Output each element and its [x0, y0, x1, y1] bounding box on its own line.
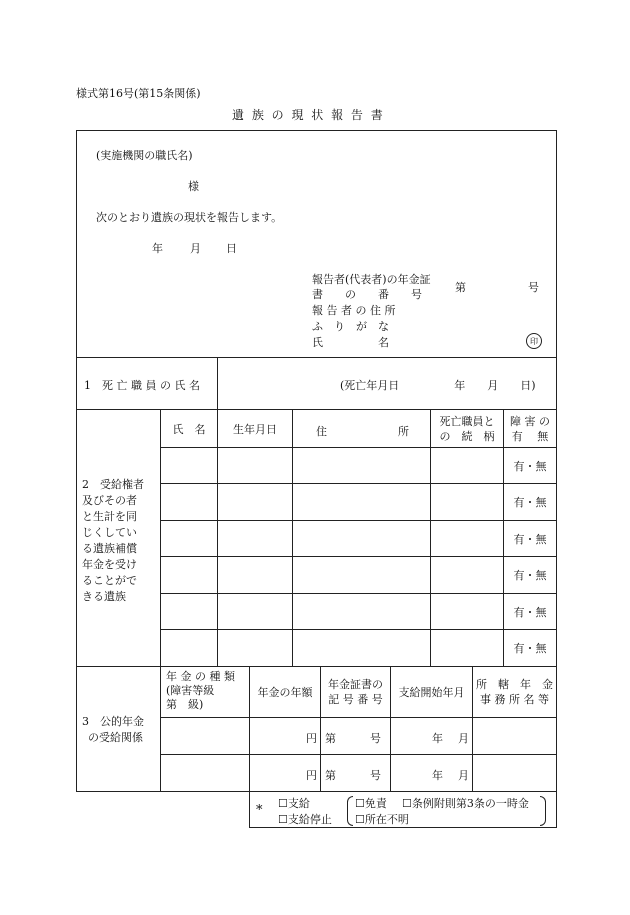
asterisk: * [256, 803, 263, 818]
cert-label-1: 報告者(代表者)の年金証 [312, 273, 431, 286]
col-name-header: 氏 名 [172, 422, 206, 436]
start-year-cell: 年 [432, 732, 443, 745]
col-cert-header: 年金証書の 記 号 番 号 [328, 678, 383, 706]
honorific: 様 [188, 180, 199, 193]
cert-dai: 第 [455, 281, 466, 294]
disability-cell: 有・無 [513, 642, 547, 655]
start-year-cell: 年 [432, 769, 443, 782]
check-stop[interactable]: ☐支給停止 [278, 813, 332, 826]
cert-dai-cell: 第 [325, 769, 336, 782]
check-supplementary[interactable]: ☐条例附則第3条の一時金 [402, 797, 529, 810]
statement: 次のとおり遺族の現状を報告します。 [96, 211, 283, 224]
seal-icon: 印 [526, 333, 542, 349]
death-date: (死亡年月日 年 月 日) [340, 379, 536, 392]
date-year: 年 [152, 242, 163, 255]
col-disability-header: 障 害 の 有 無 [510, 414, 550, 443]
cert-go: 号 [528, 281, 539, 294]
cert-go-cell: 号 [370, 732, 381, 745]
check-unknown[interactable]: ☐所在不明 [355, 813, 409, 826]
start-month-cell: 月 [458, 769, 469, 782]
start-month-cell: 月 [458, 732, 469, 745]
col-address-header-1: 住 [316, 425, 327, 438]
form-number: 様式第16号(第15条関係) [76, 87, 201, 100]
section3-label: 3 公的年金 の受給関係 [82, 715, 144, 744]
yen-unit: 円 [306, 769, 317, 782]
cert-dai-cell: 第 [325, 732, 336, 745]
disability-cell: 有・無 [513, 605, 547, 619]
cert-label-2: 書 の 番 号 [312, 288, 422, 301]
section2-label: 2 受給権者 及びその者 と生計を同 じくしてい る遺族補償 年金を受け ることがで きる遺族 [82, 478, 144, 603]
col-start-header: 支給開始年月 [398, 686, 465, 699]
brace-left-icon [347, 796, 353, 826]
furigana-label: ふ り が な [312, 320, 389, 333]
col-birth-header: 生年月日 [233, 422, 277, 436]
org-label: (実施機関の職氏名) [96, 149, 193, 162]
col-type-header: 年 金 の 種 類 (障害等級 第 級) [166, 670, 235, 711]
yen-unit: 円 [306, 732, 317, 745]
address-label: 報 告 者 の 住 所 [312, 304, 396, 317]
col-amount-header: 年金の年額 [257, 686, 313, 699]
brace-right-icon [540, 796, 546, 826]
disability-cell: 有・無 [513, 532, 547, 546]
col-relation-header: 死亡職員と の 続 柄 [439, 414, 495, 443]
date-day: 日 [226, 242, 237, 255]
section1-label: 1 死 亡 職 員 の 氏 名 [84, 379, 200, 392]
col-office-header: 所 轄 年 金 事 務 所 名 等 [476, 678, 553, 706]
date-month: 月 [190, 242, 201, 255]
disability-cell: 有・無 [513, 459, 547, 473]
cert-go-cell: 号 [370, 769, 381, 782]
page-title: 遺 族 の 現 状 報 告 書 [232, 108, 385, 122]
check-exempt[interactable]: ☐免責 [355, 797, 387, 810]
col-address-header-2: 所 [398, 425, 409, 438]
name-label: 氏 名 [312, 336, 389, 349]
disability-cell: 有・無 [513, 496, 547, 509]
check-pay[interactable]: ☐支給 [278, 797, 310, 810]
disability-cell: 有・無 [513, 569, 547, 582]
